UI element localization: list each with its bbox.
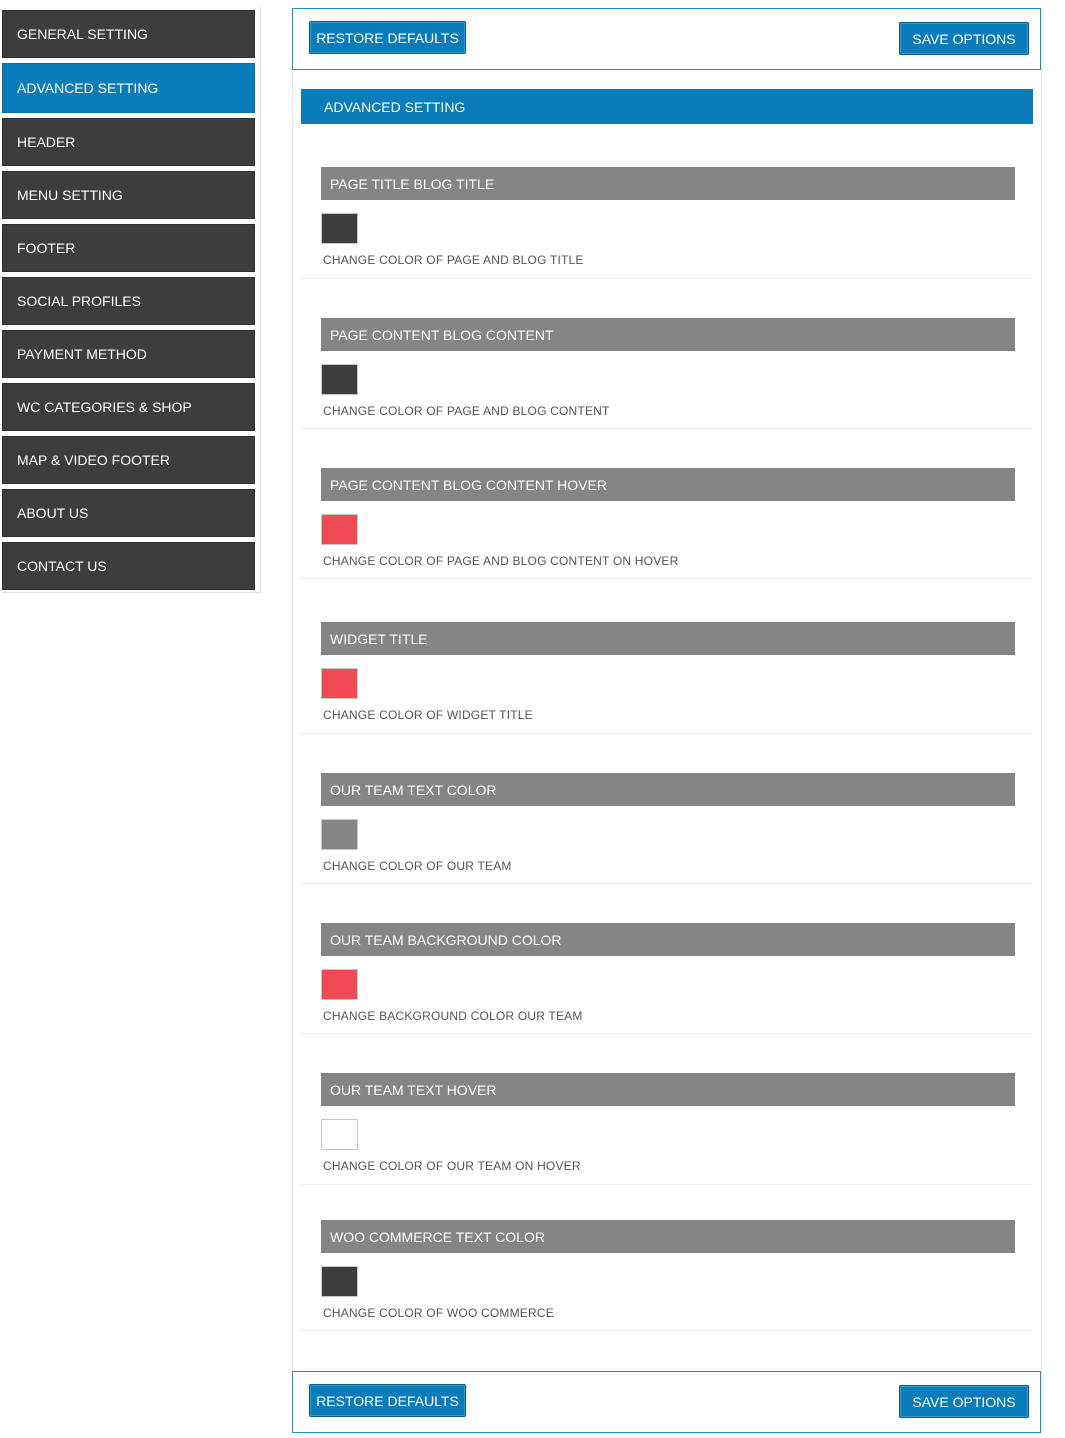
section-title: ADVANCED SETTING bbox=[301, 89, 1033, 124]
sidebar-item-label: CONTACT US bbox=[17, 558, 107, 574]
setting-description: CHANGE COLOR OF OUR TEAM bbox=[323, 859, 512, 873]
color-swatch[interactable] bbox=[321, 1119, 358, 1150]
setting-description: CHANGE COLOR OF PAGE AND BLOG TITLE bbox=[323, 253, 584, 267]
sidebar-item-label: WC CATEGORIES & SHOP bbox=[17, 399, 192, 415]
setting-description: CHANGE COLOR OF PAGE AND BLOG CONTENT ON HOVER bbox=[323, 554, 679, 568]
sidebar-item-wc-categories-shop[interactable] bbox=[2, 383, 255, 431]
setting-title: WIDGET TITLE bbox=[321, 622, 1015, 655]
sidebar-item-label: MAP & VIDEO FOOTER bbox=[17, 452, 170, 468]
setting-title: OUR TEAM TEXT COLOR bbox=[321, 773, 1015, 806]
setting-title: PAGE CONTENT BLOG CONTENT HOVER bbox=[321, 468, 1015, 501]
sidebar-item-footer[interactable] bbox=[2, 224, 255, 272]
setting-woo-commerce-text-color bbox=[301, 1220, 1032, 1331]
color-swatch[interactable] bbox=[321, 514, 358, 545]
sidebar-item-label: SOCIAL PROFILES bbox=[17, 293, 141, 309]
sidebar-item-label: GENERAL SETTING bbox=[17, 26, 148, 42]
sidebar-item-label: MENU SETTING bbox=[17, 187, 123, 203]
sidebar-item-about-us[interactable] bbox=[2, 489, 255, 537]
color-swatch[interactable] bbox=[321, 213, 358, 244]
color-swatch[interactable] bbox=[321, 819, 358, 850]
setting-title: WOO COMMERCE TEXT COLOR bbox=[321, 1220, 1015, 1253]
setting-description: CHANGE COLOR OF WOO COMMERCE bbox=[323, 1306, 554, 1320]
color-swatch[interactable] bbox=[321, 364, 358, 395]
setting-description: CHANGE BACKGROUND COLOR OUR TEAM bbox=[323, 1009, 583, 1023]
sidebar-item-label: ADVANCED SETTING bbox=[17, 80, 159, 96]
setting-page-content-blog-content-hover bbox=[301, 468, 1032, 579]
setting-title: PAGE TITLE BLOG TITLE bbox=[321, 167, 1015, 200]
save-options-button[interactable]: SAVE OPTIONS bbox=[899, 1385, 1029, 1418]
sidebar-item-social-profiles[interactable] bbox=[2, 277, 255, 325]
bottom-action-bar bbox=[292, 1371, 1041, 1433]
sidebar-item-general-setting[interactable] bbox=[2, 10, 255, 58]
sidebar-item-header[interactable] bbox=[2, 118, 255, 166]
color-swatch[interactable] bbox=[321, 969, 358, 1000]
setting-our-team-background-color bbox=[301, 923, 1032, 1034]
color-swatch[interactable] bbox=[321, 1266, 358, 1297]
sidebar-item-label: PAYMENT METHOD bbox=[17, 346, 147, 362]
sidebar-item-payment-method[interactable] bbox=[2, 330, 255, 378]
sidebar-item-contact-us[interactable] bbox=[2, 542, 255, 590]
setting-description: CHANGE COLOR OF OUR TEAM ON HOVER bbox=[323, 1159, 581, 1173]
setting-our-team-text-color bbox=[301, 773, 1032, 884]
restore-defaults-button[interactable]: RESTORE DEFAULTS bbox=[309, 21, 466, 54]
setting-our-team-text-hover bbox=[301, 1073, 1032, 1185]
setting-description: CHANGE COLOR OF PAGE AND BLOG CONTENT bbox=[323, 404, 610, 418]
sidebar-item-advanced-setting[interactable] bbox=[2, 63, 255, 113]
sidebar-item-label: HEADER bbox=[17, 134, 76, 150]
top-action-bar bbox=[292, 8, 1041, 70]
setting-title: OUR TEAM TEXT HOVER bbox=[321, 1073, 1015, 1106]
save-options-button[interactable]: SAVE OPTIONS bbox=[899, 22, 1029, 55]
setting-page-content-blog-content bbox=[301, 318, 1032, 429]
restore-defaults-button[interactable]: RESTORE DEFAULTS bbox=[309, 1384, 466, 1417]
setting-title: OUR TEAM BACKGROUND COLOR bbox=[321, 923, 1015, 956]
color-swatch[interactable] bbox=[321, 668, 358, 699]
setting-page-title-blog-title bbox=[301, 167, 1032, 279]
sidebar-item-label: ABOUT US bbox=[17, 505, 89, 521]
setting-title: PAGE CONTENT BLOG CONTENT bbox=[321, 318, 1015, 351]
sidebar-item-label: FOOTER bbox=[17, 240, 76, 256]
sidebar-item-menu-setting[interactable] bbox=[2, 171, 255, 219]
sidebar-item-map-video-footer[interactable] bbox=[2, 436, 255, 484]
setting-widget-title bbox=[301, 622, 1032, 734]
setting-description: CHANGE COLOR OF WIDGET TITLE bbox=[323, 708, 533, 722]
